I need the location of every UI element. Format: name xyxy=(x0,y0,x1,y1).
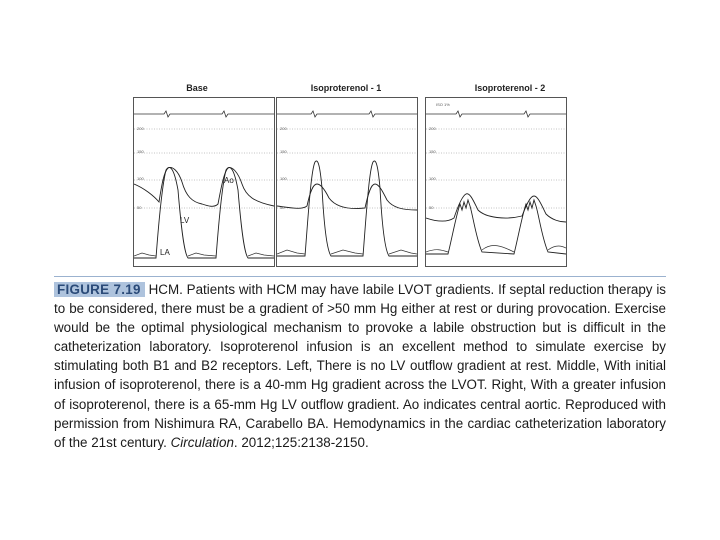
tick-label: 150 xyxy=(429,149,436,154)
tick-label: 100 xyxy=(137,176,144,181)
tick-label: 200 xyxy=(429,126,436,131)
tick-label: 200 xyxy=(137,126,144,131)
panel-title-base: Base xyxy=(186,83,208,93)
pressure-tracing-isoproterenol-1 xyxy=(276,97,418,267)
tick-label: 150 xyxy=(137,149,144,154)
pressure-tracing-base xyxy=(133,97,275,267)
caption-rule xyxy=(54,276,666,277)
tick-label: 200 xyxy=(280,126,287,131)
tick-label: 150 xyxy=(280,149,287,154)
tick-label: 50 xyxy=(137,205,142,210)
journal-name: Circulation xyxy=(170,434,234,450)
tick-label: 100 xyxy=(429,176,436,181)
pressure-tracing-isoproterenol-2 xyxy=(425,97,567,267)
tick-label: 50 xyxy=(429,205,434,210)
ao-trace-label: Ao xyxy=(224,176,234,185)
figure-label: FIGURE 7.19 xyxy=(54,282,145,297)
tracing-isoproterenol-2-svg xyxy=(426,98,566,266)
tracing-base-svg xyxy=(134,98,274,266)
caption-body: HCM. Patients with HCM may have labile LVOT gradients. If septal reduction therapy is to be considered, there must be a gradient of >50 mm Hg either at rest or during provocation. Exercise would be the optimal physiological mechanism to provoke a labile obstruction but is difficult in the catheterization laboratory. Isoproterenol infusion is an excellent method to simulate exercise by stimulating both B1 and B2 receptors. Left, There is no LV outflow gradient at rest. Middle, With initial infusion of isoproterenol, there is a 40-mm Hg gradient across the LVOT. Right, With a greater infusion of isoproterenol, there is a 65-mm Hg LV outflow gradient. Ao indicates central aortic. Reproduced with permission from Nishimura RA, Carabello BA. Hemodynamics in the cardiac catheterization laboratory of the 21st century. xyxy=(54,282,666,450)
tracing-isoproterenol-1-svg xyxy=(277,98,417,266)
figure-caption xyxy=(54,280,666,452)
tick-label: 50 xyxy=(280,205,285,210)
panel-title-isoproterenol-2: Isoproterenol - 2 xyxy=(474,83,546,93)
panel-note: ISO 1% xyxy=(436,102,450,107)
panel-title-isoproterenol-1: Isoproterenol - 1 xyxy=(310,83,382,93)
tick-label: 100 xyxy=(280,176,287,181)
citation-details: . 2012;125:2138-2150. xyxy=(233,434,369,450)
lv-trace-label: LV xyxy=(180,216,190,225)
la-trace-label: LA xyxy=(160,248,170,257)
